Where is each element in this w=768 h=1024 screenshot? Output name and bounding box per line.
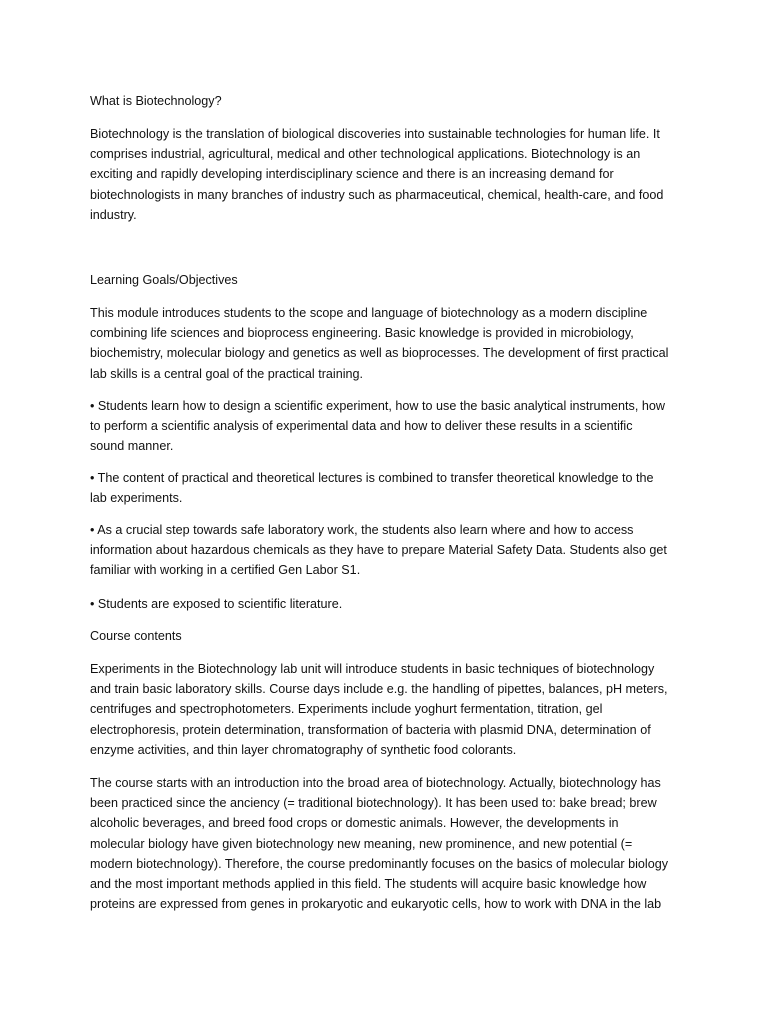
text-line: This module introduces students to the scope and language of biotechnology as a modern discipline <box>90 306 648 320</box>
text-line: enzyme activities, and thin layer chromatography of synthetic food colorants. <box>90 742 517 757</box>
text-line: combining life sciences and bioprocess engineering. Basic knowledge is provided in microbiology, <box>90 326 634 341</box>
text-line: industry. <box>90 207 137 222</box>
text-line: comprises industrial, agricultural, medical and other technological applications. Biotechnology is an <box>90 147 641 162</box>
text-line: and the most important methods applied in this field. The students will acquire basic knowledge how <box>90 877 647 892</box>
bullet-practical-theoretical <box>90 468 690 508</box>
text-line: • Students are exposed to scientific literature. <box>90 597 343 611</box>
bullet-scientific-literature <box>90 594 690 614</box>
text-line: information about hazardous chemicals as they have to prepare Material Safety Data. Students also get <box>90 543 667 558</box>
text-line: to perform a scientific analysis of experimental data and how to deliver these results in a scientific <box>90 419 633 434</box>
text-line: lab skills is a central goal of the practical training. <box>90 366 363 381</box>
text-line: sound manner. <box>90 439 174 454</box>
text-line: • Students learn how to design a scientific experiment, how to use the basic analytical instruments, how <box>90 399 665 413</box>
heading-learning-goals: Learning Goals/Objectives <box>90 273 238 287</box>
text-line: • As a crucial step towards safe laboratory work, the students also learn where and how to access <box>90 523 634 537</box>
text-line: Biotechnology is the translation of biological discoveries into sustainable technologies for human life. It <box>90 127 660 141</box>
text-line: Experiments in the Biotechnology lab unit will introduce students in basic techniques of biotechnology <box>90 662 655 676</box>
text-line: modern biotechnology). Therefore, the course predominantly focuses on the basics of molecular biology <box>90 856 669 871</box>
text-line: exciting and rapidly developing interdisciplinary science and there is an increasing demand for <box>90 167 614 182</box>
text-line: centrifuges and spectrophotometers. Experiments include yoghurt fermentation, titration, gel <box>90 702 603 717</box>
text-line: biochemistry, molecular biology and genetics as well as bioprocesses. The development of first practical <box>90 346 669 361</box>
paragraph-experiments <box>90 659 690 760</box>
bullet-safe-laboratory <box>90 520 690 581</box>
document-page <box>90 0 690 1024</box>
heading-course-contents: Course contents <box>90 629 182 643</box>
text-line: lab experiments. <box>90 491 183 506</box>
text-line: and train basic laboratory skills. Course days include e.g. the handling of pipettes, balances, pH meters, <box>90 682 668 697</box>
text-line: The course starts with an introduction into the broad area of biotechnology. Actually, biotechnology has <box>90 776 661 790</box>
text-line: been practiced since the anciency (= traditional biotechnology). It has been used to: bake bread; brew <box>90 796 657 811</box>
text-line: proteins are expressed from genes in prokaryotic and eukaryotic cells, how to work with DNA in the lab <box>90 897 662 912</box>
paragraph-course-intro <box>90 773 690 914</box>
bullet-design-experiment <box>90 396 690 457</box>
text-line: alcoholic beverages, and breed food crops or domestic animals. However, the developments in <box>90 816 619 831</box>
heading-what-is-biotechnology: What is Biotechnology? <box>90 94 222 108</box>
paragraph-intro <box>90 124 690 225</box>
text-line: electrophoresis, protein determination, transformation of bacteria with plasmid DNA, determination of <box>90 722 651 737</box>
text-line: familiar with working in a certified Gen Labor S1. <box>90 563 361 578</box>
text-line: biotechnologists in many branches of industry such as pharmaceutical, chemical, health-care, and food <box>90 187 664 202</box>
paragraph-module <box>90 303 690 384</box>
text-line: molecular biology have given biotechnology new meaning, new prominence, and new potential (= <box>90 836 633 851</box>
text-line: • The content of practical and theoretical lectures is combined to transfer theoretical knowledge to the <box>90 471 654 485</box>
